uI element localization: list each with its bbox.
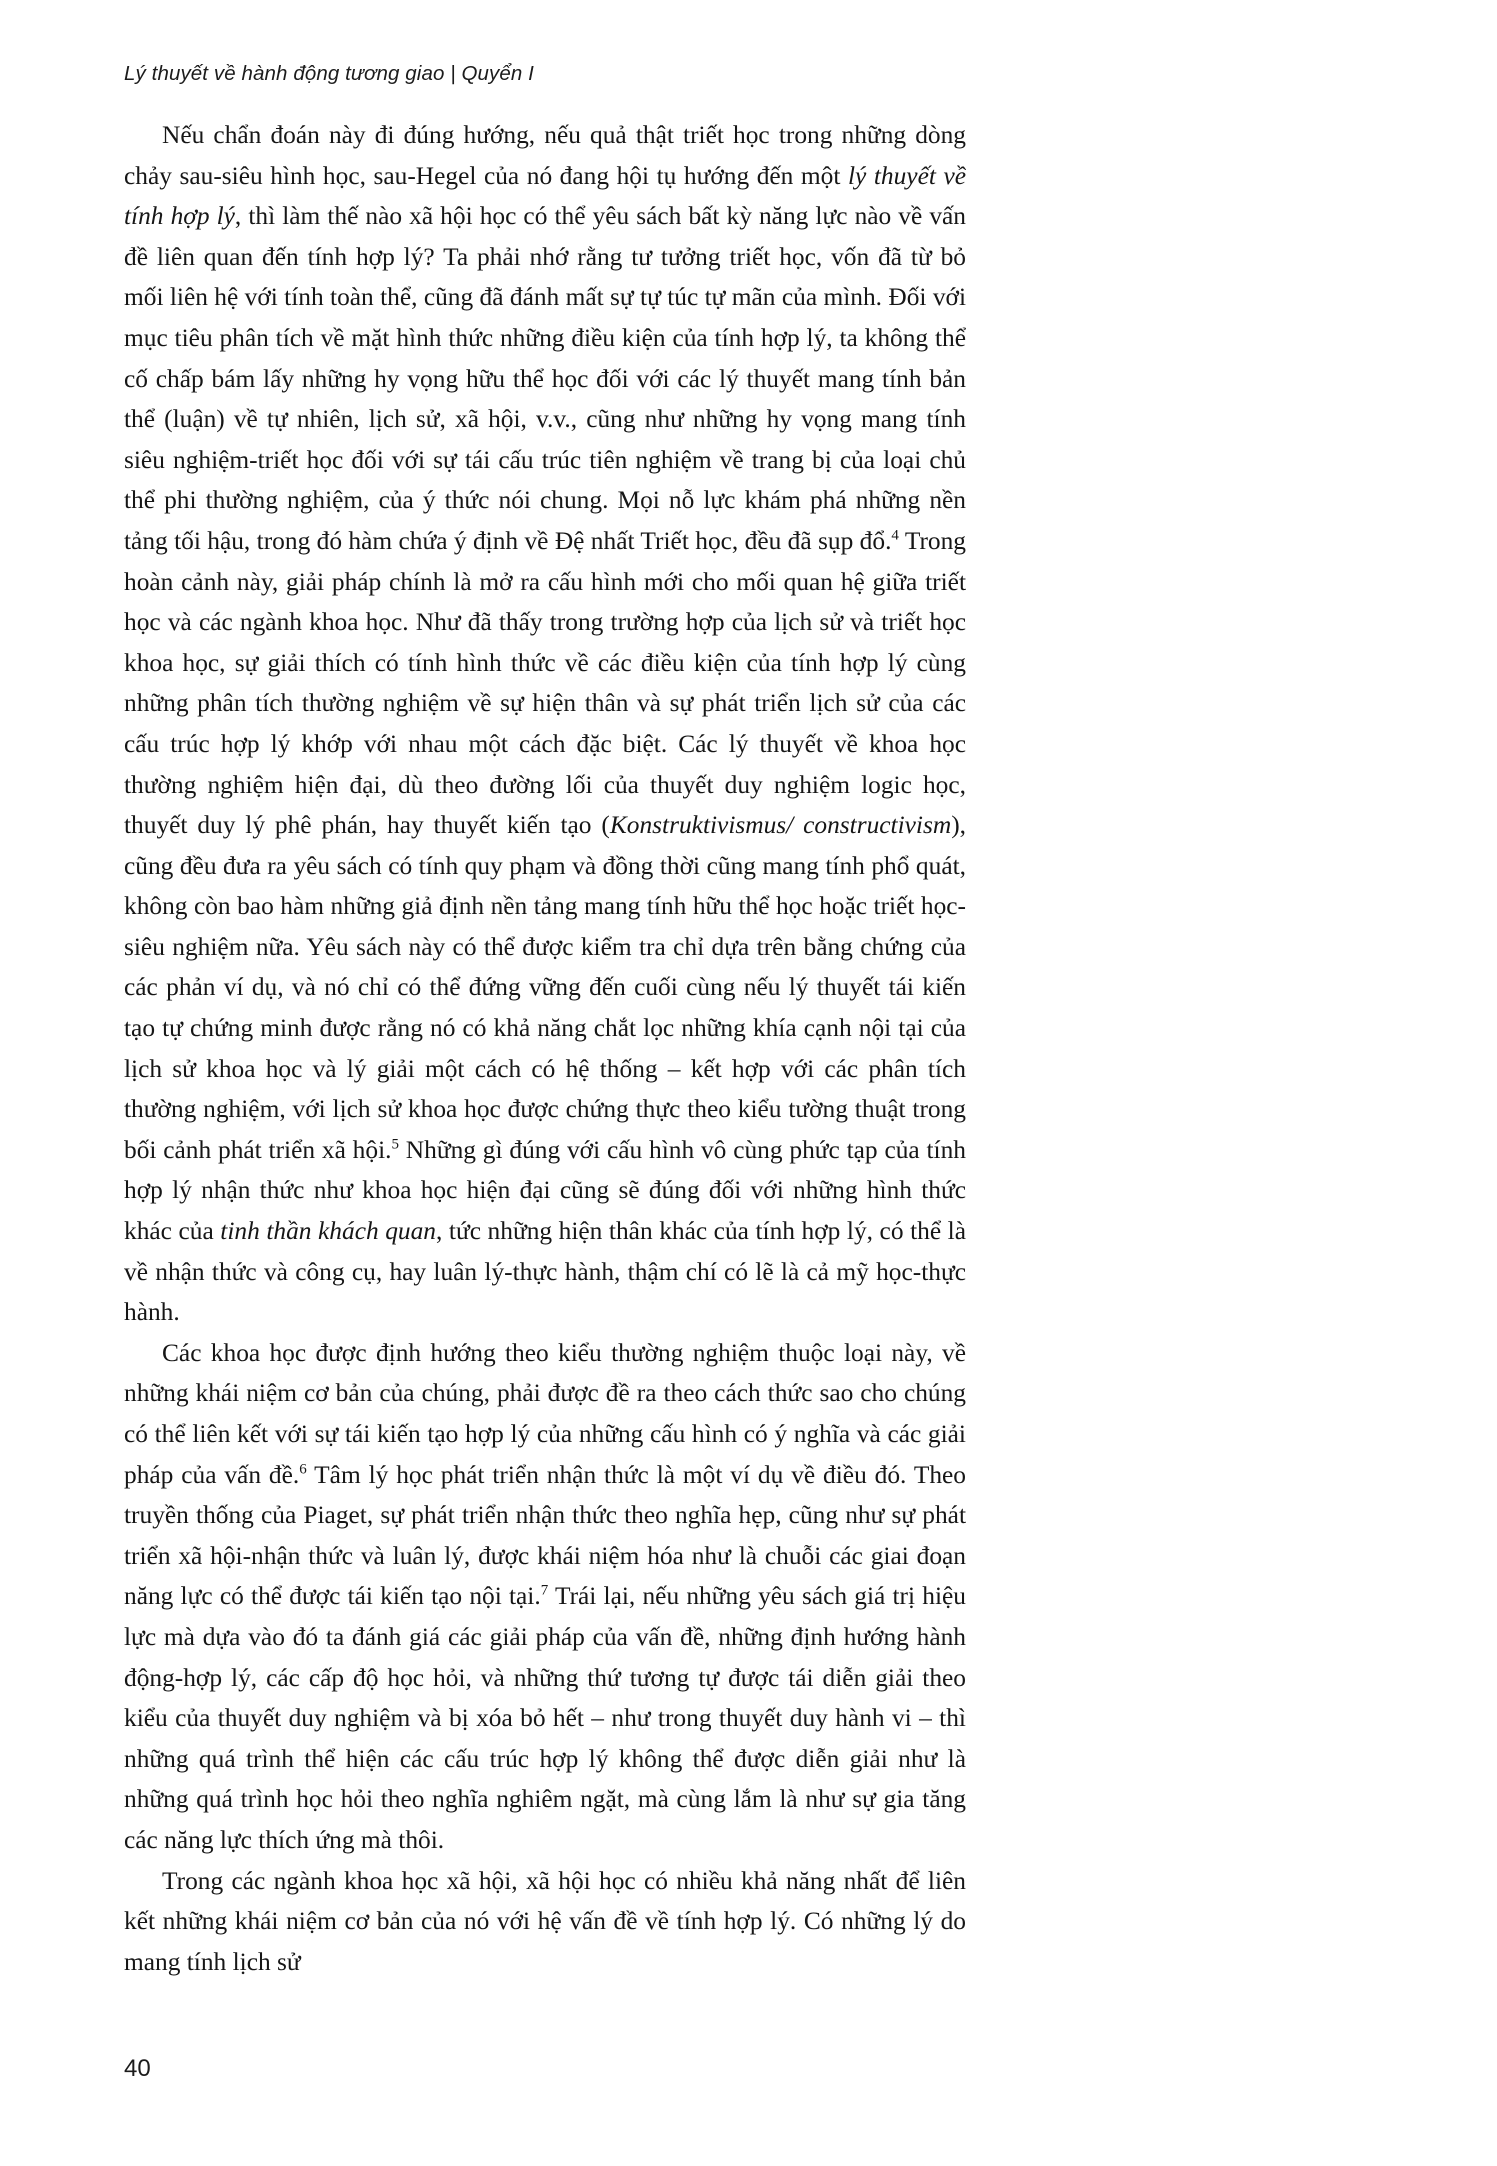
emphasis-text: lý thuyết về tính hợp lý [124,161,966,231]
emphasis-text: tinh thần khách quan [220,1217,436,1246]
footnote-marker: 7 [540,1582,549,1599]
paragraph: Nếu chẩn đoán này đi đúng hướng, nếu quả thật triết học trong những dòng chảy sau-siêu hình học, sau-Hegel của nó đang hội tụ hướng đến một lý thuyết về tính hợp lý, thì làm thế nào xã hội học có thể yêu sách bất kỳ năng lực nào về vấn đề liên quan đến tính hợp lý? Ta phải nhớ rằng tư tưởng triết học, vốn đã từ bỏ mối liên hệ với tính toàn thể, cũng đã đánh mất sự tự túc tự mãn của mình. Đối với mục tiêu phân tích về mặt hình thức những điều kiện của tính hợp lý, ta không thể cố chấp bám lấy những hy vọng hữu thể học đối với các lý thuyết mang tính bản thể (luận) về tự nhiên, lịch sử, xã hội, v.v., cũng như những hy vọng mang tính siêu nghiệm-triết học đối với sự tái cấu trúc tiên nghiệm về trang bị của loại chủ thể phi thường nghiệm, của ý thức nói chung. Mọi nỗ lực khám phá những nền tảng tối hậu, trong đó hàm chứa ý định về Đệ nhất Triết học, đều đã sụp đổ.$^4$ Trong hoàn cảnh này, giải pháp chính là mở ra cấu hình mới cho mối quan hệ giữa triết học và các ngành khoa học. Như đã thấy trong trường hợp của lịch sử và triết học khoa học, sự giải thích có tính hình thức về các điều kiện của tính hợp lý cùng những phân tích thường nghiệm về sự hiện thân và sự phát triển lịch sử của các cấu trúc hợp lý khớp với nhau một cách đặc biệt. Các lý thuyết về khoa học thường nghiệm hiện đại, dù theo đường lối của thuyết duy nghiệm logic học, thuyết duy lý phê phán, hay thuyết kiến tạo (Konstruktivismus/ constructivism), cũng đều đưa ra yêu sách có tính quy phạm và đồng thời cũng mang tính phổ quát, không còn bao hàm những giả định nền tảng mang tính hữu thể học hoặc triết học-siêu nghiệm nữa. Yêu sách này có thể được kiểm tra chỉ dựa trên bằng chứng của các phản ví dụ, và nó chỉ có thể đứng vững đến cuối cùng nếu lý thuyết tái kiến tạo tự chứng minh được rằng nó có khả năng chắt lọc những khía cạnh nội tại của lịch sử khoa học và lý giải một cách có hệ thống – kết hợp với các phân tích thường nghiệm, với lịch sử khoa học được chứng thực theo kiểu tường thuật trong bối cảnh phát triển xã hội.$^5$ Những gì đúng với cấu hình vô cùng phức tạp của tính hợp lý nhận thức như khoa học hiện đại cũng sẽ đúng đối với những hình thức khác của tinh thần khách quan, tức những hiện thân khác của tính hợp lý, có thể là về nhận thức và công cụ, hay luân lý-thực hành, thậm chí có lẽ là cả mỹ học-thực hành. [124,121,967,1327]
footnote-marker: 6 [299,1461,307,1478]
footnote-marker: 4 [891,527,899,544]
page-number: 40 [124,2055,151,2082]
footnote-marker: 5 [391,1136,399,1153]
emphasis-text: Konstruktivismus/ constructivism [609,811,952,840]
paragraph: Trong các ngành khoa học xã hội, xã hội học có nhiều khả năng nhất để liên kết những khái niệm cơ bản của nó với hệ vấn đề về tính hợp lý. Có những lý do mang tính lịch sử [124,1866,966,1976]
running-head: Lý thuyết về hành động tương giao | Quyển I [124,62,534,85]
body-text-column [124,115,966,1982]
paragraph: Các khoa học được định hướng theo kiểu thường nghiệm thuộc loại này, về những khái niệm cơ bản của chúng, phải được đề ra theo cách thức sao cho chúng có thể liên kết với sự tái kiến tạo hợp lý của những cấu hình có ý nghĩa và các giải pháp của vấn đề.$^6$ Tâm lý học phát triển nhận thức là một ví dụ về điều đó. Theo truyền thống của Piaget, sự phát triển nhận thức theo nghĩa hẹp, cũng như sự phát triển xã hội-nhận thức và luân lý, được khái niệm hóa như là chuỗi các giai đoạn năng lực có thể được tái kiến tạo nội tại.$^7$ Trái lại, nếu những yêu sách giá trị hiệu lực mà dựa vào đó ta đánh giá các giải pháp của vấn đề, những định hướng hành động-hợp lý, các cấp độ học hỏi, và những thứ tương tự được tái diễn giải theo kiểu của thuyết duy nghiệm và bị xóa bỏ hết – như trong thuyết duy hành vi – thì những quá trình thể hiện các cấu trúc hợp lý không thể được diễn giải như là những quá trình học hỏi theo nghĩa nghiêm ngặt, mà cùng lắm là như sự gia tăng các năng lực thích ứng mà thôi. [124,1338,966,1854]
